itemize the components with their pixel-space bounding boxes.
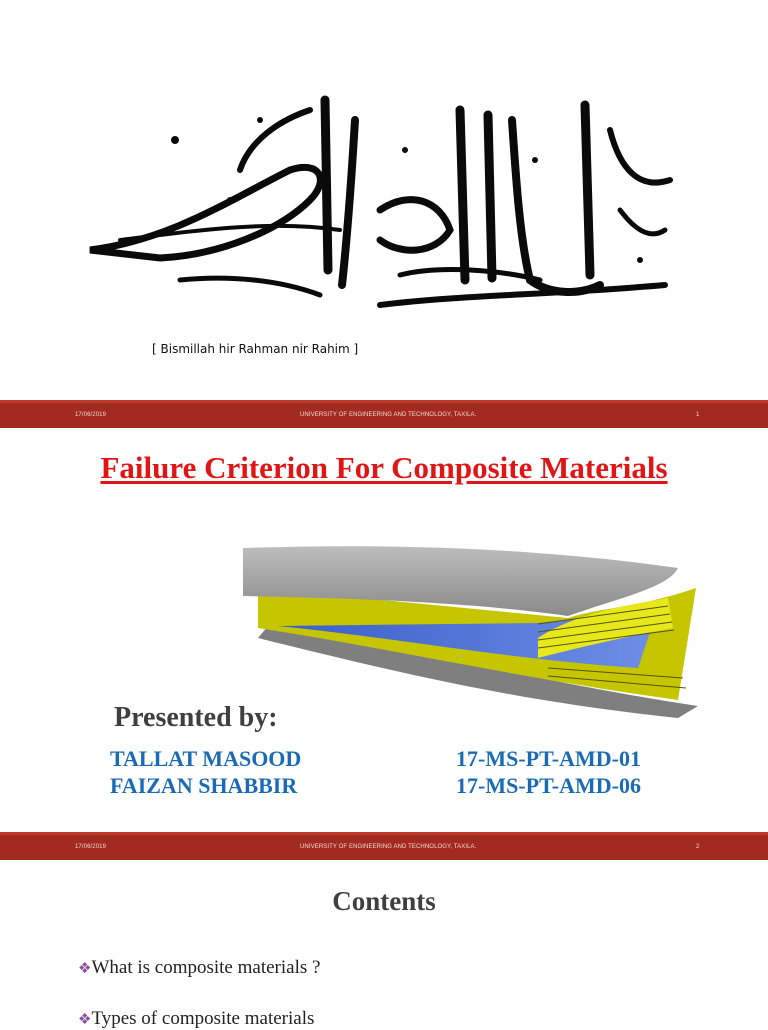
footer-date: 17/06/2019 [75,412,107,418]
list-item: ❖Types of composite materials [78,1008,315,1029]
footer-bar [0,832,768,860]
footer-page-number: 1 [696,412,700,418]
diamond-bullet-icon: ❖ [78,961,92,977]
bismillah-calligraphy [80,80,680,325]
slide-2 [0,432,768,850]
presenter-name: FAIZAN SHABBIR [110,773,298,798]
footer-date: 17/06/2019 [75,844,107,850]
slide-3 [0,864,768,1029]
footer-bar [0,400,768,428]
slide-title: Failure Criterion For Composite Materials [100,450,668,485]
slide-1 [0,0,768,418]
footer-institution: UNIVERSITY OF ENGINEERING AND TECHNOLOGY, TAXILA. [300,412,477,418]
footer-institution: UNIVERSITY OF ENGINEERING AND TECHNOLOGY, TAXILA. [300,844,477,850]
presenter-id: 17-MS-PT-AMD-01 [456,746,641,771]
calligraphy-caption: [ Bismillah hir Rahman nir Rahim ] [152,342,359,356]
footer-page-number: 2 [696,844,700,850]
presenter-id: 17-MS-PT-AMD-06 [456,773,641,798]
presented-by-heading: Presented by: [114,702,278,733]
presenter-name: TALLAT MASOOD [110,746,302,771]
diamond-bullet-icon: ❖ [78,1012,92,1028]
composite-laminate-image [238,528,708,738]
contents-heading: Contents [332,886,436,916]
list-item: ❖What is composite materials ? [78,957,321,978]
